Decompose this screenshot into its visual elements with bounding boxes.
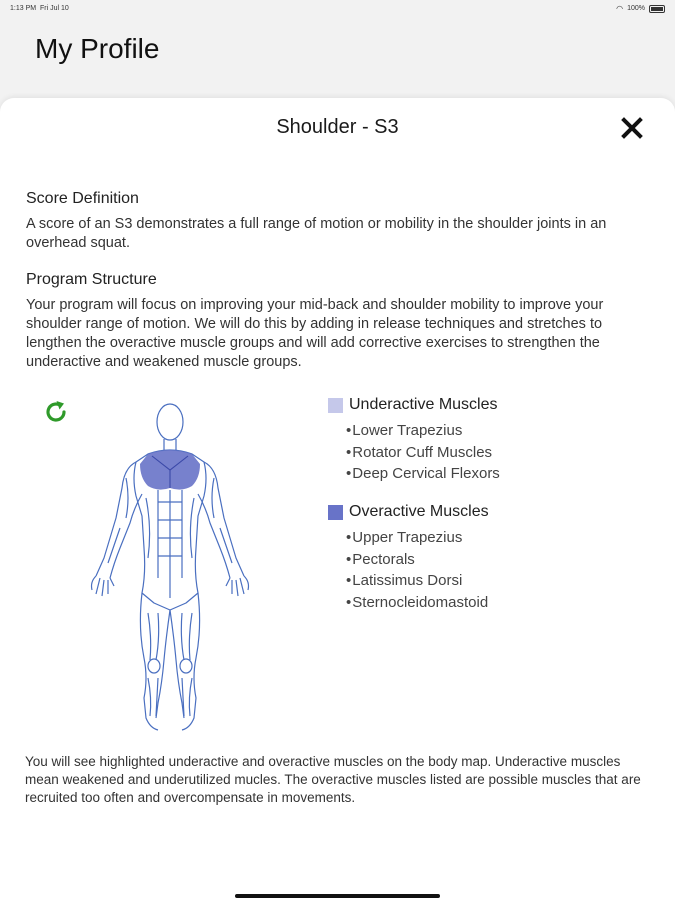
score-definition-heading: Score Definition — [26, 190, 139, 207]
status-right — [616, 4, 665, 13]
overactive-swatch — [328, 505, 343, 520]
refresh-button[interactable] — [42, 398, 70, 426]
list-item: • Latissimus Dorsi — [346, 570, 489, 592]
underactive-label: Underactive Muscles — [349, 396, 498, 413]
score-definition-text: A score of an S3 demonstrates a full range of motion or mobility in the shoulder joints in an overhead squat. — [26, 216, 607, 251]
home-indicator[interactable] — [235, 894, 440, 898]
list-item: • Rotator Cuff Muscles — [346, 442, 500, 464]
close-button[interactable] — [619, 115, 645, 141]
list-item: • Upper Trapezius — [346, 527, 489, 549]
body-map-explanation: You will see highlighted underactive and overactive muscles on the body map. Underactive muscles mean weakened and underutilized mucles. The overactive muscles listed are possible muscles that are recruited too often and overcompensate in movements. — [25, 754, 641, 805]
list-item: • Pectorals — [346, 549, 489, 571]
list-item: • Deep Cervical Flexors — [346, 463, 500, 485]
battery-icon — [649, 5, 665, 13]
modal-title: Shoulder - S3 — [276, 116, 399, 138]
program-structure-heading: Program Structure — [26, 271, 157, 288]
close-icon — [619, 115, 645, 141]
page-title: My Profile — [35, 33, 160, 64]
underactive-legend — [328, 396, 500, 485]
battery-percent: 100% — [627, 5, 645, 12]
list-item: • Lower Trapezius — [346, 420, 500, 442]
list-item: • Sternocleidomastoid — [346, 592, 489, 614]
refresh-icon — [42, 398, 70, 426]
status-bar — [0, 0, 675, 18]
body-map — [86, 398, 254, 733]
wifi-icon: ◠ — [616, 4, 624, 13]
program-structure-text: Your program will focus on improving your mid-back and shoulder mobility to improve your shoulder range of motion. We will do this by adding in release techniques and stretches to lengthen the overactive muscle groups and will add corrective exercises to strengthen the underactive and weakened muscle groups. — [26, 297, 604, 370]
overactive-legend — [328, 503, 489, 613]
overactive-label: Overactive Muscles — [349, 503, 489, 520]
shoulder-modal — [0, 98, 675, 900]
status-time: 1:13 PM Fri Jul 10 — [10, 5, 69, 12]
underactive-swatch — [328, 398, 343, 413]
